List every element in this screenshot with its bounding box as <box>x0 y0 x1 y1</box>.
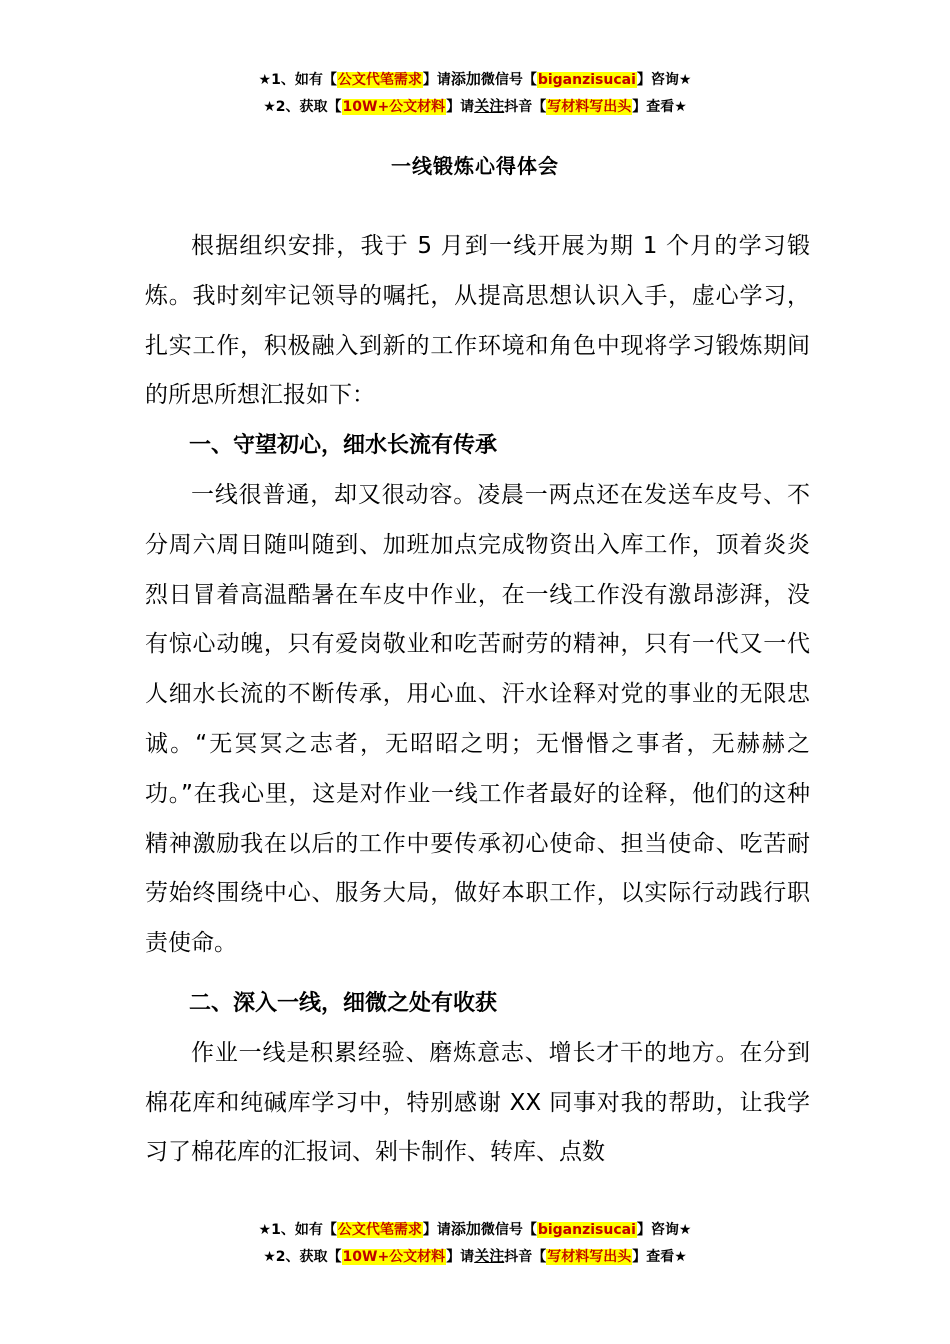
banner-text: ★1、如有【 <box>258 1222 337 1238</box>
document-body <box>145 222 810 1178</box>
banner-emphasis: 添加 <box>450 70 481 88</box>
banner-highlight: 10W+公文材料 <box>342 1249 446 1265</box>
banner-text: 】咨询★ <box>636 1222 692 1238</box>
banner-wechat-id: biganzisucai <box>537 72 636 88</box>
banner-text: 】查看★ <box>632 99 687 115</box>
banner-emphasis: 关注 <box>474 97 505 115</box>
banner-text: ★1、如有【 <box>258 72 337 88</box>
banner-text: 】请 <box>446 1249 475 1265</box>
paragraph-intro: 根据组织安排，我于 5 月到一线开展为期 1 个月的学习锻炼。我时刻牢记领导的嘱托，从提高思想认识入手，虚心学习，扎实工作，积极融入到新的工作环境和角色中现将学习锻炼期间的所思所想汇报如下： <box>145 233 810 409</box>
paragraph-section-1: 一线很普通，却又很动容。凌晨一两点还在发送车皮号、不分周六周日随叫随到、加班加点完成物资出入库工作，顶着炎炎烈日冒着高温酷暑在车皮中作业，在一线工作没有激昂澎湃，没有惊心动魄，只有爱岗敬业和吃苦耐劳的精神，只有一代又一代人细水长流的不断传承，用心血、汗水诠释对党的事业的无限忠诚。“无冥冥之志者，无昭昭之明；无惽惽之事者，无赫赫之功。”在我心里，这是对作业一线工作者最好的诠释，他们的这种精神激励我在以后的工作中要传承初心使命、担当使命、吃苦耐劳始终围绕中心、服务大局，做好本职工作，以实际行动践行职责使命。 <box>145 481 810 957</box>
banner-text: 抖音【 <box>504 99 547 115</box>
paragraph-section-2: 作业一线是积累经验、磨炼意志、增长才干的地方。在分到棉花库和纯碱库学习中，特别感谢 XX 同事对我的帮助，让我学习了棉花库的汇报词、剁卡制作、转库、点数 <box>145 1039 810 1166</box>
banner-highlight: 公文代笔需求 <box>337 1222 422 1238</box>
banner-text: 】查看★ <box>632 1249 687 1265</box>
banner-text: ★2、获取【 <box>263 1249 342 1265</box>
banner-text: 抖音【 <box>504 1249 547 1265</box>
banner-text: 微信号【 <box>480 72 537 88</box>
banner-text: 】请 <box>446 99 475 115</box>
banner-emphasis: 添加 <box>450 1220 481 1238</box>
header-banner <box>0 66 950 120</box>
section-heading-1: 一、守望初心，细水长流有传承 <box>189 433 498 459</box>
banner-highlight: 公文代笔需求 <box>337 72 422 88</box>
header-banner-line-1 <box>0 66 950 93</box>
footer-banner-line-1 <box>0 1216 950 1243</box>
banner-wechat-id: biganzisucai <box>537 1222 636 1238</box>
banner-text: ★2、获取【 <box>263 99 342 115</box>
footer-banner-line-2 <box>0 1243 950 1270</box>
banner-text: 】请 <box>422 72 451 88</box>
banner-text: 】请 <box>422 1222 451 1238</box>
section-heading-2: 二、深入一线，细微之处有收获 <box>189 990 498 1016</box>
banner-emphasis: 关注 <box>474 1247 505 1265</box>
banner-douyin-id: 写材料写出头 <box>547 99 632 115</box>
header-banner-line-2 <box>0 93 950 120</box>
banner-text: 】咨询★ <box>636 72 692 88</box>
banner-highlight: 10W+公文材料 <box>342 99 446 115</box>
footer-banner <box>0 1216 950 1270</box>
document-title: 一线锻炼心得体会 <box>391 154 559 178</box>
banner-douyin-id: 写材料写出头 <box>547 1249 632 1265</box>
banner-text: 微信号【 <box>480 1222 537 1238</box>
